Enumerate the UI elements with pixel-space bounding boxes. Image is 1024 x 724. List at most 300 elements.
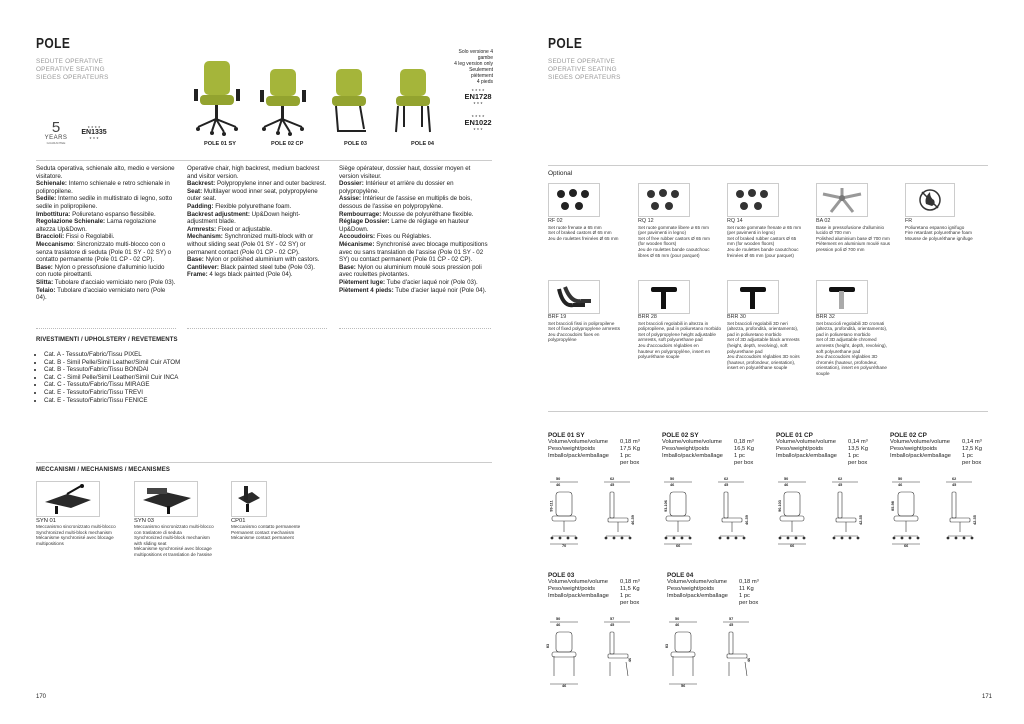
left-page-subtitle bbox=[36, 58, 109, 82]
spec-weight: 11,5 Kg bbox=[620, 586, 640, 592]
dim-height-seat: 42-55 bbox=[858, 515, 863, 525]
optional-desc-line: pad in poliuretano morbido bbox=[816, 331, 871, 337]
optional-desc-line: Poliuretano espanso ignifugo bbox=[905, 224, 965, 230]
optional-desc-line: insert en polyuréthane souple bbox=[727, 365, 788, 371]
dim-depth-top: 62 bbox=[724, 477, 729, 481]
optional-desc-line: (altezza, profondità, orientamento), bbox=[816, 326, 888, 332]
spec-model-name: POLE 03 bbox=[548, 572, 575, 579]
spec-volume: 0,18 m³ bbox=[739, 579, 759, 585]
spec-pack: 1 pc bbox=[620, 453, 631, 459]
optional-desc-line: polipropilene, pad in poliuretano morbido bbox=[638, 326, 721, 332]
dim-width-top-inner: 46 bbox=[898, 483, 903, 487]
spec-values bbox=[739, 579, 759, 607]
optional-desc-line: hauteur en polypropylène, insert en bbox=[638, 348, 711, 354]
divider bbox=[548, 165, 988, 166]
optional-code: RQ 12 bbox=[638, 218, 654, 224]
spec-model-name: POLE 02 CP bbox=[890, 432, 927, 439]
optional-desc-line: soft polyurethane pad bbox=[816, 348, 861, 354]
optional-rq14-image bbox=[727, 183, 779, 217]
upholstery-title: RIVESTIMENTI / UPHOLSTERY / REVETEMENTS bbox=[36, 337, 178, 343]
armrest-icon bbox=[549, 281, 599, 313]
chair-pole-02-cp bbox=[260, 69, 306, 136]
spec-value: Multilayer wood inner seat, polypropylene outer seat. bbox=[187, 187, 318, 203]
subtitle-line: OPERATIVE SEATING bbox=[548, 66, 617, 73]
chair-pole-03 bbox=[332, 69, 366, 131]
spec-block bbox=[665, 572, 777, 688]
spec-value: Intérieur de l'assise en multiplis de bois, dessous de l'assise en polypropylène. bbox=[339, 195, 472, 210]
spec-pack: 1 pc bbox=[734, 453, 745, 459]
spec-value: Tube d'acier laqué noir (Pole 03). bbox=[385, 278, 478, 286]
dim-depth-top-inner: 45 bbox=[952, 483, 957, 487]
spec-label: Volume/volume/volume bbox=[548, 439, 608, 445]
optional-desc-line: Set of braked castors Ø 65 mm bbox=[548, 230, 612, 236]
optional-desc-line: polyuréthane souple bbox=[638, 354, 680, 360]
right-page-title: POLE bbox=[548, 35, 583, 52]
optional-desc-line: pad in poliuretano morbido bbox=[727, 331, 782, 337]
spec-key: Backrest: bbox=[187, 180, 216, 188]
spec-key: Piètement luge: bbox=[339, 278, 386, 286]
spec-pack: per box bbox=[620, 600, 640, 606]
mechanism-icon bbox=[135, 482, 197, 516]
desc-line: Meccanismo sincronizzato multi-blocco bbox=[134, 524, 214, 529]
spec-value: Lame de réglage en hauteur Up&Down. bbox=[339, 218, 470, 233]
spec-model-name: POLE 02 SY bbox=[662, 432, 699, 439]
dim-depth-top: 62 bbox=[610, 477, 615, 481]
dim-width-top: 50 bbox=[898, 477, 903, 481]
optional-desc-line: Jeu d'accoudoirs fixes en bbox=[548, 331, 600, 337]
optional-desc-line: Jeu d'accoudoirs réglables 3D noirs bbox=[727, 354, 800, 360]
optional-desc-line: Set of 3D adjustable black armrests bbox=[727, 337, 800, 343]
subtitle-line: SIEGES OPERATEURS bbox=[548, 74, 621, 81]
spec-value: Interno schienale e retro schienale in polipropilene. bbox=[36, 180, 170, 195]
chairs-illustration bbox=[190, 55, 440, 140]
optional-brr32-image bbox=[816, 280, 868, 314]
dim-width-top-inner: 46 bbox=[670, 483, 675, 487]
right-page-subtitle bbox=[548, 58, 621, 82]
dim-depth-top-inner: 45 bbox=[838, 483, 843, 487]
warranty-years: 5 bbox=[51, 119, 61, 136]
desc-line: Meccanismo sincronizzato multi-blocco bbox=[36, 524, 116, 529]
spec-values bbox=[620, 579, 640, 607]
spec-value: Synchronisé avec blocage multipositions avec ou sans translation de l'assise (Pole 01 SY - 02 SY) ou contact permanent (Pole 01 CP - 02 CP). bbox=[339, 240, 488, 264]
optional-desc-line: (per pavimenti in legno) bbox=[638, 230, 687, 236]
dimension-drawing bbox=[776, 474, 886, 549]
spec-value: Seduta operativa, schienale alto, medio e versione visitatore. bbox=[36, 165, 175, 180]
dim-depth-top: 62 bbox=[838, 477, 843, 481]
optional-fr bbox=[905, 219, 991, 241]
armrest-icon bbox=[639, 281, 689, 313]
spec-pack: per box bbox=[620, 460, 640, 466]
dim-height-seat: 42-55 bbox=[972, 515, 977, 525]
mechanism-desc bbox=[134, 524, 230, 558]
spec-pack: 1 pc bbox=[620, 593, 631, 599]
optional-desc-line: (for wooden floors) bbox=[638, 241, 677, 247]
spec-label: Peso/weight/poids bbox=[776, 446, 824, 452]
optional-desc-line: Jeu de roulettes bande caoutchouc bbox=[727, 246, 799, 252]
page-number-left: 170 bbox=[36, 694, 47, 700]
spec-label: Volume/volume/volume bbox=[667, 579, 727, 585]
spec-values bbox=[962, 439, 982, 467]
spec-key: Sedile: bbox=[36, 195, 57, 203]
optional-fr-image bbox=[905, 183, 955, 217]
spec-values bbox=[734, 439, 754, 467]
spec-key: Base: bbox=[339, 263, 356, 271]
upholstery-list bbox=[36, 351, 236, 404]
optional-desc-line: freinées Ø 65 mm (pour parquet) bbox=[727, 252, 794, 258]
stars-icon: ★ ★ ★ bbox=[89, 136, 99, 140]
subtitle-line: SEDUTE OPERATIVE bbox=[548, 58, 615, 65]
optional-desc-line: Mousse de polyuréthane ignifuge bbox=[905, 235, 973, 241]
divider bbox=[36, 160, 492, 161]
spec-volume: 0,18 m³ bbox=[620, 439, 640, 445]
optional-desc-line: lucido Ø 700 mm bbox=[816, 230, 851, 236]
spec-label: Volume/volume/volume bbox=[890, 439, 950, 445]
optional-brf19-image bbox=[548, 280, 600, 314]
subtitle-line: SIEGES OPERATEURS bbox=[36, 74, 109, 81]
mechanism-syn03 bbox=[134, 518, 230, 558]
base-icon bbox=[817, 184, 867, 216]
spec-key: Piètement 4 pieds: bbox=[339, 286, 394, 294]
desc-line: Synchronized multi-block mechanism bbox=[134, 535, 210, 541]
optional-desc-line: Polished aluminium base Ø 700 mm bbox=[816, 235, 890, 241]
stars-icon: ★ ★ ★ ★ bbox=[471, 114, 485, 118]
spec-key: Mécanisme: bbox=[339, 240, 375, 248]
note-line: 4 leg version only bbox=[454, 61, 493, 67]
spec-pack: per box bbox=[962, 460, 982, 466]
dimension-drawing bbox=[890, 474, 1000, 549]
spec-labels bbox=[548, 439, 620, 467]
spec-key: Dossier: bbox=[339, 180, 364, 188]
spec-value: Tube d'acier laqué noir (Pole 04). bbox=[393, 286, 487, 294]
optional-desc-line: Jeu de roulettes freinées Ø 65 mm bbox=[548, 235, 619, 241]
spec-label: Imballo/pack/emballage bbox=[890, 453, 951, 459]
chair-label: POLE 01 SY bbox=[204, 141, 237, 147]
optional-brr32 bbox=[816, 315, 902, 377]
warranty-badge bbox=[36, 121, 76, 145]
optional-code: BRR 32 bbox=[816, 314, 835, 320]
cert-en1335: EN1335 bbox=[81, 129, 107, 136]
optional-desc-line: (height, depth, revolving), soft bbox=[727, 342, 788, 348]
dim-depth-top-inner: 45 bbox=[610, 623, 615, 627]
spec-label: Volume/volume/volume bbox=[662, 439, 722, 445]
optional-code: BRF 19 bbox=[548, 314, 567, 320]
optional-desc-line: armrests, soft polyurethane pad bbox=[638, 337, 703, 343]
spec-key: Seat: bbox=[187, 187, 203, 195]
spec-volume: 0,18 m³ bbox=[734, 439, 754, 445]
optional-desc-line: Set of fixed polypropylene armrests bbox=[548, 326, 621, 332]
optional-desc-line: Set of braked rubber castors Ø 65 bbox=[727, 235, 797, 241]
optional-brf19 bbox=[548, 315, 634, 343]
chair-pole-04 bbox=[396, 69, 430, 132]
spec-volume: 0,14 m³ bbox=[848, 439, 868, 445]
dim-height-total: 93-106 bbox=[663, 500, 668, 512]
upholstery-item: • Cat. B - Tessuto/Fabric/Tissu BONDAI bbox=[44, 366, 236, 374]
spec-key: Braccioli: bbox=[36, 233, 65, 241]
spec-label: Imballo/pack/emballage bbox=[776, 453, 837, 459]
desc-line: Mécanisme contact permanent bbox=[231, 535, 294, 541]
divider bbox=[548, 411, 988, 412]
optional-desc-line: libres Ø 65 mm (pour parquet) bbox=[638, 252, 700, 258]
optional-desc-line: (altezza, profondità, orientamento), bbox=[727, 326, 799, 332]
subtitle-line: OPERATIVE SEATING bbox=[36, 66, 105, 73]
spec-key: Rembourrage: bbox=[339, 210, 382, 218]
spec-label: Peso/weight/poids bbox=[548, 586, 596, 592]
spec-label: Volume/volume/volume bbox=[776, 439, 836, 445]
desc-line: with sliding seat bbox=[134, 540, 167, 546]
dim-height-seat: 46-59 bbox=[744, 515, 749, 525]
spec-label: Peso/weight/poids bbox=[548, 446, 596, 452]
optional-desc-line: Jeu de roulettes bande caoutchouc bbox=[638, 246, 710, 252]
optional-rq12-image bbox=[638, 183, 690, 217]
divider bbox=[36, 462, 492, 463]
dim-base-width: 66 bbox=[676, 544, 681, 548]
dim-depth-top: 57 bbox=[610, 617, 615, 621]
spec-value: Nylon o pressofusione d'alluminio lucido con ruote piroettanti. bbox=[36, 263, 165, 279]
dim-width-top: 50 bbox=[784, 477, 789, 481]
spec-label: Volume/volume/volume bbox=[548, 579, 608, 585]
optional-brr28-image bbox=[638, 280, 690, 314]
spec-value: : Sincronizzato multi-blocco con o senza traslatore di seduta (Pole 01 SY - 02 SY) o contatto permanente (Pole 01 CP - 02 CP). bbox=[36, 240, 172, 264]
armrest-icon bbox=[817, 281, 867, 313]
four-leg-note bbox=[447, 49, 493, 85]
optional-desc-line: polypropylène bbox=[548, 337, 577, 343]
spec-block bbox=[776, 432, 886, 548]
mechanism-syn01-image bbox=[36, 481, 100, 517]
dimension-drawing bbox=[548, 474, 658, 549]
spec-key: Padding: bbox=[187, 202, 214, 210]
spec-table bbox=[890, 439, 1000, 467]
desc-line: multipositions bbox=[36, 540, 64, 546]
description-en bbox=[187, 165, 327, 279]
spec-value: Fixed or adjustable. bbox=[216, 225, 272, 233]
spec-value: Polypropylene inner and outer backrest. bbox=[215, 180, 327, 188]
optional-code: FR bbox=[905, 218, 913, 224]
optional-brr28 bbox=[638, 315, 724, 360]
spec-value: Mousse de polyuréthane flexible. bbox=[381, 210, 474, 218]
spec-volume: 0,14 m³ bbox=[962, 439, 982, 445]
fire-retardant-icon bbox=[906, 184, 954, 216]
spec-key: Frame: bbox=[187, 271, 208, 279]
optional-title: Optional bbox=[548, 170, 573, 177]
spec-weight: 12,5 Kg bbox=[962, 446, 982, 452]
dim-depth-top: 62 bbox=[952, 477, 957, 481]
dim-height-total: 85-98 bbox=[890, 501, 895, 511]
spec-key: Backrest adjustment: bbox=[187, 210, 250, 218]
cert-en1022: EN1022 bbox=[464, 118, 492, 127]
upholstery-item: • Cat. E - Tessuto/Fabric/Tissu TREVI bbox=[44, 389, 236, 397]
spec-value: Synchronized multi-block with or without sliding seat (Pole 01 SY - 02 SY) or permanent contact (Pole 01 CP - 02 CP). bbox=[187, 233, 314, 256]
dim-width-top-inner: 46 bbox=[675, 623, 680, 627]
dim-height-seat: 46 bbox=[628, 657, 633, 663]
cert-en1728: EN1728 bbox=[464, 92, 492, 101]
upholstery-item: • Cat. B - Simil Pelle/Simil Leather/Simil Cuir ATOM bbox=[44, 359, 236, 367]
dim-base-width: 66 bbox=[904, 544, 909, 548]
divider bbox=[36, 328, 176, 329]
spec-value: Up&Down height-adjustment blade. bbox=[187, 210, 301, 226]
optional-desc-line: armrests (height, depth, revolving), bbox=[816, 342, 887, 348]
castor-icon bbox=[549, 184, 599, 216]
en1728-seal bbox=[460, 88, 496, 105]
spec-values bbox=[620, 439, 640, 467]
optional-desc-line: Set braccioli regolabili 3D neri bbox=[727, 320, 788, 326]
upholstery-item: • Cat. A - Tessuto/Fabric/Tissu PIXEL bbox=[44, 351, 236, 359]
spec-pack: per box bbox=[734, 460, 754, 466]
optional-rq12 bbox=[638, 219, 724, 258]
optional-ba02 bbox=[816, 219, 902, 253]
optional-code: RQ 14 bbox=[727, 218, 743, 224]
spec-label: Peso/weight/poids bbox=[890, 446, 938, 452]
dim-width-top-inner: 46 bbox=[556, 483, 561, 487]
dim-depth-top-inner: 45 bbox=[724, 483, 729, 487]
mechanism-cp01-image bbox=[231, 481, 267, 517]
optional-desc-line: Set ruote gommate frenate ø 65 mm bbox=[727, 224, 802, 230]
stars-icon: ★ ★ ★ bbox=[473, 127, 483, 131]
spec-key: Schienale: bbox=[36, 180, 67, 188]
mechanism-icon bbox=[232, 482, 266, 516]
desc-line: multipositions et translation de l'assise bbox=[134, 551, 212, 557]
spec-key: Meccanismo bbox=[36, 240, 74, 248]
mechanism-code: SYN 03 bbox=[134, 518, 154, 524]
optional-desc-line: Set of polypropylene height adjustable bbox=[638, 331, 716, 337]
spec-pack: 1 pc bbox=[962, 453, 973, 459]
spec-model-name: POLE 04 bbox=[667, 572, 694, 579]
description-fr bbox=[339, 165, 491, 294]
spec-value: Interno sedile in multistrato di legno, sotto sedile in polipropilene. bbox=[36, 195, 173, 210]
optional-desc-line: Set braccioli fissi in polipropilene bbox=[548, 320, 615, 326]
spec-key: Réglage Dossier: bbox=[339, 218, 390, 226]
mechanism-syn01 bbox=[36, 518, 132, 546]
dimension-drawing bbox=[548, 614, 658, 689]
spec-label: Imballo/pack/emballage bbox=[662, 453, 723, 459]
spec-block bbox=[890, 432, 1000, 548]
optional-desc-line: chromés (hauteur, profondeur, bbox=[816, 359, 878, 365]
optional-desc-line: souple bbox=[816, 370, 830, 376]
spec-weight: 16,5 Kg bbox=[734, 446, 754, 452]
stars-icon: ★ ★ ★ ★ bbox=[87, 125, 101, 129]
description-it bbox=[36, 165, 176, 302]
spec-value: Tubolare d'acciaio verniciato nero (Pole 04). bbox=[36, 286, 166, 302]
desc-line: Mécanisme synchronisé avec blocage bbox=[134, 546, 212, 552]
mechanism-cp01 bbox=[231, 518, 327, 541]
note-line: Solo versione 4 gambe bbox=[458, 49, 493, 61]
mechanism-code: CP01 bbox=[231, 518, 246, 524]
upholstery-item: • Cat. C - Tessuto/Fabric/Tissu MIRAGE bbox=[44, 381, 236, 389]
optional-desc-line: Piètement en aluminium moulé sous bbox=[816, 241, 891, 247]
dim-width-top: 50 bbox=[556, 477, 561, 481]
spec-pack: per box bbox=[739, 600, 759, 606]
spec-model-name: POLE 01 CP bbox=[776, 432, 813, 439]
chair-pole-01-sy bbox=[194, 61, 240, 136]
spec-key: Base: bbox=[187, 256, 204, 264]
spec-table bbox=[662, 439, 772, 467]
mechanism-icon bbox=[37, 482, 99, 516]
dim-base-width: 70 bbox=[562, 544, 567, 548]
spec-key: Telaio: bbox=[36, 286, 56, 294]
optional-desc-line: Set braccioli regolabili in altezza in bbox=[638, 320, 709, 326]
optional-desc-line: (per pavimenti in legno) bbox=[727, 230, 776, 236]
spec-labels bbox=[667, 579, 739, 607]
optional-desc-line: Set of free rubber castors Ø 65 mm bbox=[638, 235, 710, 241]
dim-width-top: 50 bbox=[675, 617, 680, 621]
spec-key: Slitta: bbox=[36, 278, 54, 286]
chair-label: POLE 02 CP bbox=[271, 141, 304, 147]
subtitle-line: SEDUTE OPERATIVE bbox=[36, 58, 103, 65]
desc-line: Mécanisme synchronisé avec blocage bbox=[36, 535, 114, 541]
desc-line: Meccanismo contatto permanente bbox=[231, 524, 301, 529]
spec-value: Flexible polyurethane foam. bbox=[213, 202, 292, 210]
page-number-right: 171 bbox=[982, 694, 993, 700]
optional-code: RF 02 bbox=[548, 218, 563, 224]
spec-weight: 11 Kg bbox=[739, 586, 754, 592]
spec-key: Imbottitura: bbox=[36, 210, 71, 218]
dim-base-width: 46 bbox=[562, 684, 567, 688]
dim-height-total: 99-111 bbox=[549, 500, 554, 512]
optional-desc-line: Set ruote frenate ø 65 mm bbox=[548, 224, 602, 230]
spec-labels bbox=[662, 439, 734, 467]
en1022-seal bbox=[460, 114, 496, 131]
spec-value: Operative chair, high backrest, medium backrest and visitor version. bbox=[187, 165, 320, 180]
spec-block bbox=[548, 432, 658, 548]
spec-value: Fissi o Regolabili. bbox=[64, 233, 115, 241]
spec-label: Imballo/pack/emballage bbox=[667, 593, 728, 599]
mechanism-syn03-image bbox=[134, 481, 198, 517]
dim-width-top: 50 bbox=[670, 477, 675, 481]
optional-desc-line: Jeu d'accoudoirs réglables 3D bbox=[816, 354, 878, 360]
mechanism-code: SYN 01 bbox=[36, 518, 56, 524]
spec-label: Imballo/pack/emballage bbox=[548, 453, 609, 459]
optional-brr30 bbox=[727, 315, 813, 371]
spec-key: Cantilever: bbox=[187, 263, 219, 271]
spec-label: Peso/weight/poids bbox=[667, 586, 715, 592]
spec-value: Lama regolazione altezza Up&Down. bbox=[36, 218, 157, 233]
divider bbox=[339, 328, 491, 329]
spec-table bbox=[776, 439, 886, 467]
optional-code: BRR 30 bbox=[727, 314, 746, 320]
dimension-drawing bbox=[662, 474, 772, 549]
spec-value: Intérieur et arrière du dossier en polypropylène. bbox=[339, 180, 454, 195]
note-line: Seulement piètement bbox=[469, 67, 493, 79]
spec-block bbox=[546, 572, 658, 688]
chair-label: POLE 04 bbox=[411, 141, 435, 147]
optional-rf02 bbox=[548, 219, 634, 241]
castor-icon bbox=[728, 184, 778, 216]
dim-height-total: 83 bbox=[665, 643, 670, 649]
spec-value: 4 legs black painted (Pole 04). bbox=[207, 271, 293, 279]
warranty-sub: GUARANTEE bbox=[46, 141, 66, 145]
optional-code: BA 02 bbox=[816, 218, 831, 224]
mechanisms-title: MECCANISMI / MECHANISMS / MECANISMES bbox=[36, 467, 170, 473]
desc-line: con traslatore di seduta bbox=[134, 529, 182, 535]
dim-depth-top-inner: 45 bbox=[729, 623, 734, 627]
mechanism-desc bbox=[36, 524, 132, 546]
optional-code: BRR 28 bbox=[638, 314, 657, 320]
spec-labels bbox=[890, 439, 962, 467]
spec-table bbox=[548, 579, 658, 607]
spec-value: Nylon or polished aluminium with castors. bbox=[203, 256, 320, 264]
spec-weight: 17,5 Kg bbox=[620, 446, 640, 452]
spec-value: Poliuretano espanso flessibile. bbox=[70, 210, 156, 218]
spec-key: Mechanism: bbox=[187, 233, 223, 241]
dim-width-top: 50 bbox=[556, 617, 561, 621]
mechanism-desc bbox=[231, 524, 327, 541]
dimension-drawing bbox=[667, 614, 777, 689]
spec-values bbox=[848, 439, 868, 467]
armrest-icon bbox=[728, 281, 778, 313]
optional-desc-line: Fire retardant polyurethane foam bbox=[905, 230, 972, 236]
dim-height-total: 90-103 bbox=[777, 500, 782, 512]
left-page-title: POLE bbox=[36, 35, 71, 52]
spec-pack: 1 pc bbox=[848, 453, 859, 459]
